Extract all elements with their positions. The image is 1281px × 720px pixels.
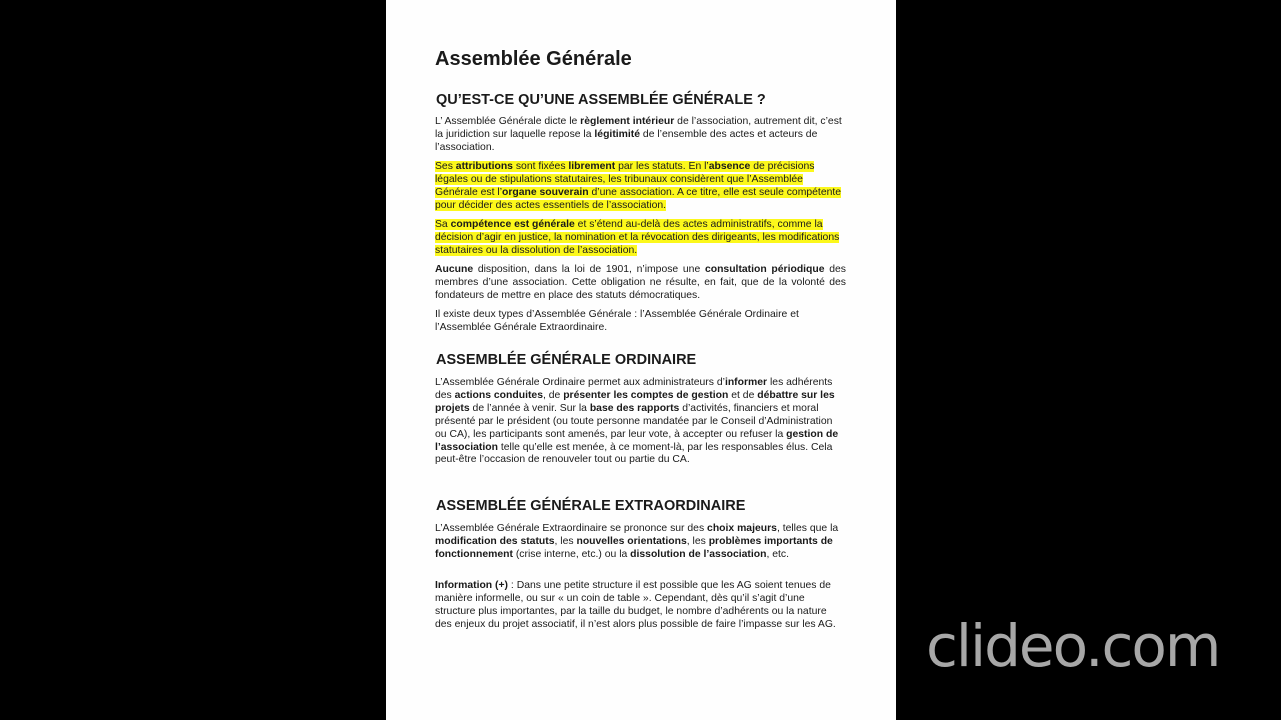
text: , telles que la [776,523,839,534]
bold-text: consultation périodique [704,264,825,275]
bold-text: légitimité [594,128,641,140]
bold-text: choix majeurs [707,523,777,534]
bold-text: problèmes importants de fonctionnement [435,535,833,560]
bold-text: compétence est générale [450,219,575,230]
bold-text: librement [568,161,616,172]
bold-text: organe souverain [502,186,589,198]
paragraph [435,264,846,303]
document-page [386,0,896,720]
bold-text: attributions [455,161,513,172]
bold-text: gestion de l’association [435,428,839,453]
paragraph [435,116,846,155]
bold-text: informer [724,377,768,388]
text: d’activités, financiers et moral présenté par le président (ou toute personne mandatée par le Conseil d’Administration ou CA), les participants sont amenés, par leur vote, à accepter ou refuser la [435,402,833,440]
section-heading-what-is: QU’EST-CE QU’UNE ASSEMBLÉE GÉNÉRALE ? [436,92,766,108]
document-title: Assemblée Générale [435,48,632,70]
text: L’ Assemblée Générale dicte le [435,116,581,127]
text: : Dans une petite structure il est possible que les AG soient tenues de manière informelle, ou sur « un coin de table ». Cependant, dès qu’il s’agit d’une structure plus importantes, par la taille du budget, le nombre d’adhérents ou la nature des enjeux du projet associatif, il n’est alors plus possible de faire l’impasse sur les AG. [435,580,836,630]
text: L’Assemblée Générale Extraordinaire se prononce sur des [435,523,708,534]
text: par les statuts. En l’ [615,161,709,172]
bold-text: Information (+) [435,580,509,591]
bold-text: Aucune [435,264,474,275]
information-paragraph [435,580,846,632]
text: de l’association, autrement dit, c’est la juridiction sur laquelle repose la [435,116,842,140]
paragraph [435,377,846,467]
bold-text: actions conduites [454,389,543,401]
highlighted-paragraph [435,161,846,213]
bold-text: dissolution de l’association [630,548,767,560]
bold-text: débattre sur les projets [435,389,835,414]
text: et de [728,389,758,401]
text: Ses [435,161,456,172]
bold-text: règlement intérieur [580,116,675,127]
clideo-watermark: clideo.com [926,612,1220,680]
text: de précisions légales ou de stipulations statutaires, les tribunaux considèrent que l’Assemblée Générale est l’ [435,161,815,198]
text: disposition, dans la loi de 1901, n’impose une [473,264,705,275]
text: Il existe deux types d’Assemblée Générale : l’Assemblée Générale Ordinaire et l’Assemblée Générale Extraordinaire. [435,309,799,333]
text: , etc. [766,548,789,560]
section-heading-ordinaire: ASSEMBLÉE GÉNÉRALE ORDINAIRE [436,352,697,368]
highlighted-paragraph [435,219,846,258]
text: de l’ensemble des actes et acteurs de l’association. [435,128,818,153]
bold-text: nouvelles orientations [576,535,687,547]
text: Sa [435,219,451,230]
text: et s’étend au-delà des actes administratifs, comme la décision d’agir en justice, la nomination et la révocation des dirigeants, les modifications statutaires ou la dissolution de l’association. [435,219,840,256]
text: sont fixées [512,161,569,172]
bold-text: absence [708,161,751,172]
paragraph [435,309,846,335]
bold-text: modification des statuts [435,535,555,547]
text: de l’année à venir. Sur la [469,402,590,414]
text: , les [554,535,577,547]
text: des membres d’une association. Cette obligation ne résulte, en fait, que de la volonté des fondateurs de mettre en place des statuts démocratiques. [435,264,847,301]
section-heading-extraordinaire: ASSEMBLÉE GÉNÉRALE EXTRAORDINAIRE [436,498,746,514]
bold-text: base des rapports [589,402,680,414]
text: , de [542,389,564,401]
paragraph [435,523,846,562]
bold-text: présenter les comptes de gestion [563,389,729,401]
text: d’une association. A ce titre, elle est seule compétente pour décider des actes essentiels de l’association. [435,186,842,211]
text: (crise interne, etc.) ou la [512,548,631,560]
text: les adhérents des [435,377,833,401]
text: L’Assemblée Générale Ordinaire permet aux administrateurs d’ [435,377,725,388]
text: , les [686,535,709,547]
text: telle qu’elle est menée, à ce moment-là, par les responsables élus. Cela peut-être l’occasion de renouveler tout ou partie du CA. [435,441,833,466]
